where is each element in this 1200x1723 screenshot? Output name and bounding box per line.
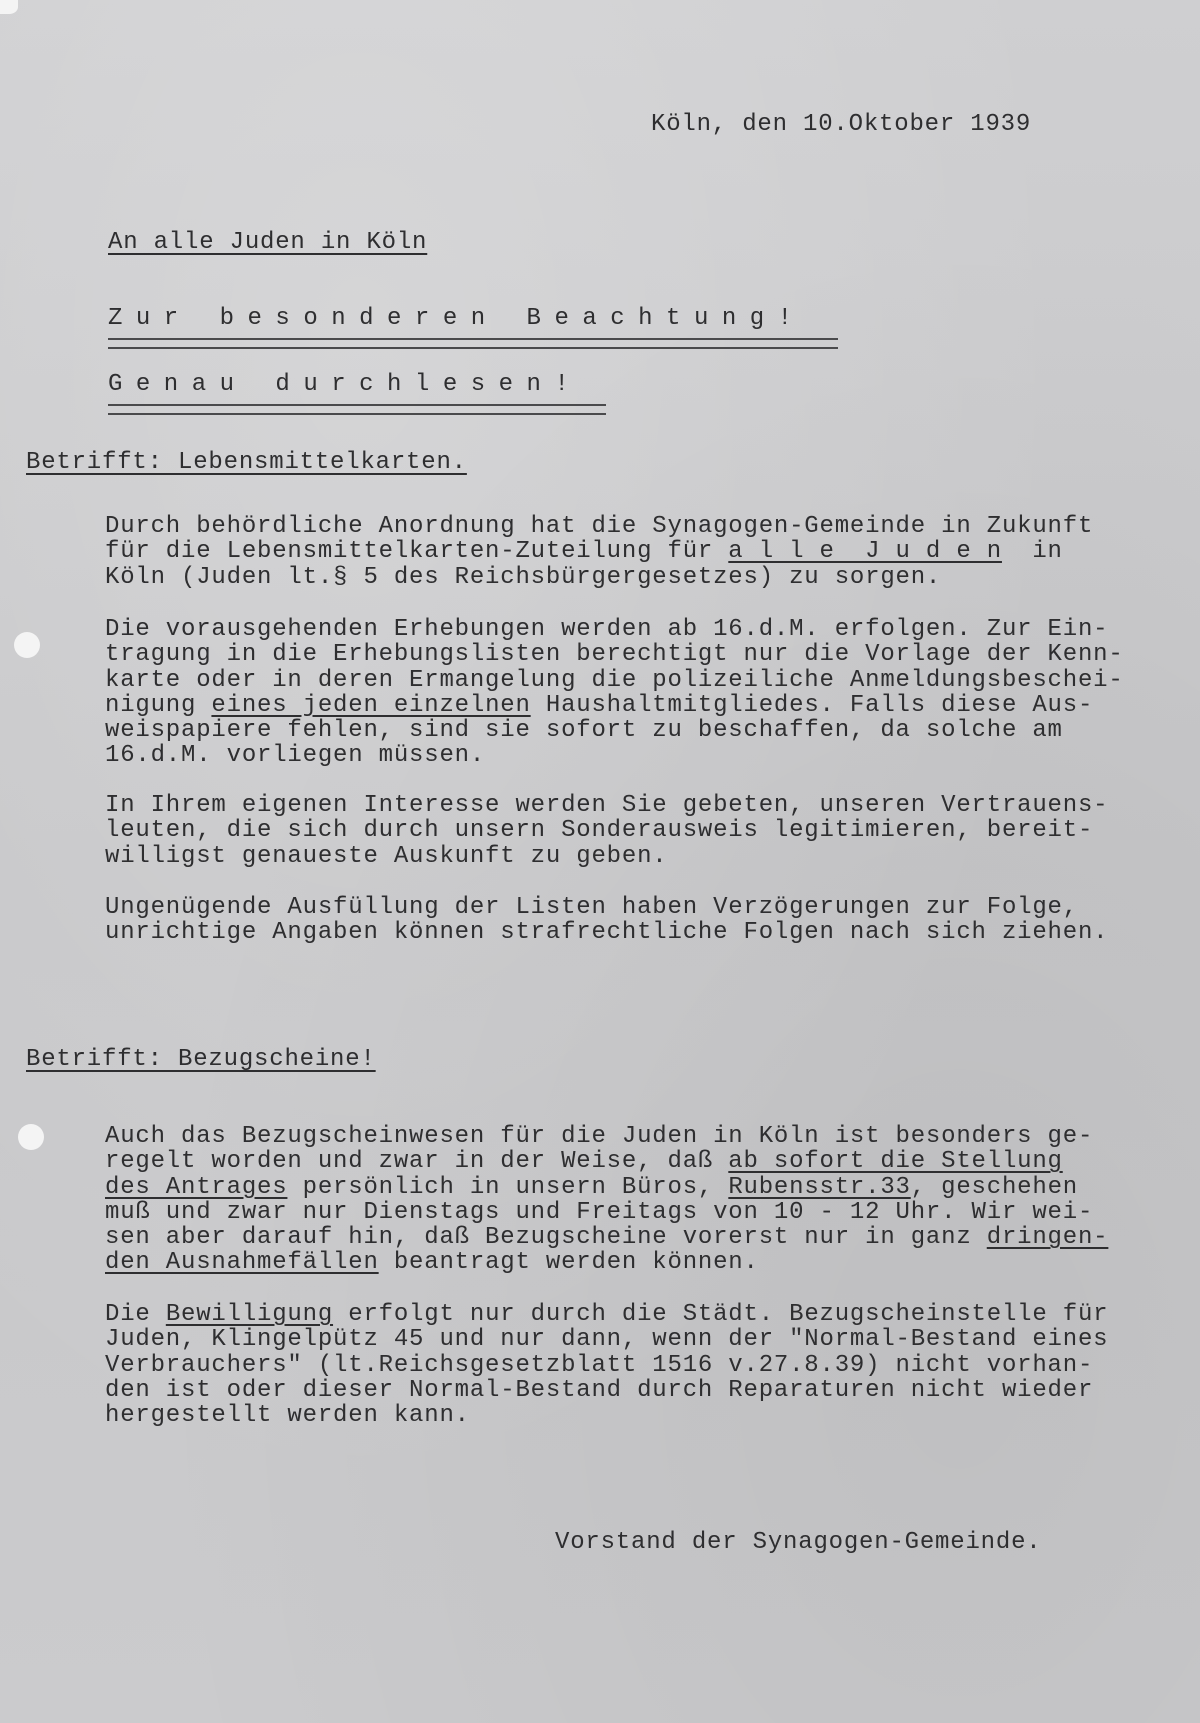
- text-line: den Ausnahmefällen beantragt werden können.: [105, 1249, 759, 1277]
- text-line: sen aber darauf hin, daß Bezugscheine vorerst nur in ganz dringen-: [105, 1224, 1109, 1252]
- text-line: Auch das Bezugscheinwesen für die Juden in Köln ist besonders ge-: [105, 1123, 1094, 1150]
- heading-special-attention: Zur besonderen Beachtung!: [108, 305, 806, 332]
- punch-hole-upper: [14, 632, 40, 658]
- punch-hole-corner: [0, 0, 18, 14]
- underlined-word: Bewilligung: [165, 1301, 334, 1328]
- signature-line: Vorstand der Synagogen-Gemeinde.: [555, 1529, 1042, 1556]
- double-underline-heading-2: [108, 404, 606, 415]
- text-line: Ungenügende Ausfüllung der Listen haben Verzögerungen zur Folge,: [105, 894, 1078, 921]
- underlined-phrase: ab sofort die Stellung: [728, 1148, 1063, 1176]
- text-line: karte oder in deren Ermangelung die polizeiliche Anmeldungsbeschei-: [105, 666, 1124, 694]
- text-line: Verbrauchers" (lt.Reichsgesetzblatt 1516 v.27.8.39) nicht vorhan-: [105, 1351, 1094, 1379]
- text-line: hergestellt werden kann.: [105, 1402, 470, 1430]
- paragraph-approval: [105, 1302, 1135, 1428]
- heading-read-carefully: Genau durchlesen!: [108, 371, 583, 398]
- text-line: des Antrages persönlich in unsern Büros, Rubensstr.33, geschehen: [105, 1173, 1078, 1201]
- paragraph-consequences: [105, 895, 1135, 946]
- underlined-phrase: a l l e J u d e n: [728, 538, 1002, 566]
- underlined-phrase: des Antrages: [105, 1173, 288, 1201]
- text-line: regelt worden und zwar in der Weise, daß ab sofort die Stellung: [105, 1148, 1063, 1176]
- text-line: Die vorausgehenden Erhebungen werden ab 16.d.M. erfolgen. Zur Ein-: [105, 616, 1109, 643]
- date-line: Köln, den 10.Oktober 1939: [651, 111, 1032, 138]
- text-line: Durch behördliche Anordnung hat die Synagogen-Gemeinde in Zukunft: [105, 513, 1094, 540]
- addressee-line: An alle Juden in Köln: [108, 229, 428, 256]
- text-line: unrichtige Angaben können strafrechtliche Folgen nach sich ziehen.: [105, 919, 1109, 947]
- text-line: Juden, Klingelpütz 45 und nur dann, wenn der "Normal-Bestand eines: [105, 1326, 1109, 1354]
- subject-purchase-permits: Betrifft: Bezugscheine!: [26, 1046, 376, 1073]
- underlined-phrase: den Ausnahmefällen: [105, 1249, 379, 1277]
- paragraph-permit-procedure: [105, 1124, 1135, 1276]
- text-line: nigung eines jeden einzelnen Haushaltmitgliedes. Falls diese Aus-: [105, 691, 1094, 719]
- text-line: weispapiere fehlen, sind sie sofort zu beschaffen, da solche am: [105, 717, 1063, 745]
- text-line: Die Bewilligung erfolgt nur durch die Städt. Bezugscheinstelle für: [105, 1301, 1109, 1328]
- underlined-phrase: eines jeden einzelnen: [211, 691, 531, 719]
- underlined-address: Rubensstr.33: [728, 1173, 911, 1201]
- punch-hole-lower: [18, 1124, 44, 1150]
- paragraph-trusted-persons: [105, 793, 1135, 869]
- paragraph-ration-responsibility: [105, 514, 1135, 590]
- text-line: Köln (Juden lt.§ 5 des Reichsbürgergesetzes) zu sorgen.: [105, 563, 942, 591]
- text-line: In Ihrem eigenen Interesse werden Sie gebeten, unseren Vertrauens-: [105, 792, 1109, 819]
- text-line: willigst genaueste Auskunft zu geben.: [105, 842, 668, 870]
- text-line: den ist oder dieser Normal-Bestand durch Reparaturen nicht wieder: [105, 1376, 1094, 1404]
- text-line: muß und zwar nur Dienstags und Freitags von 10 - 12 Uhr. Wir wei-: [105, 1198, 1094, 1226]
- subject-food-ration-cards: Betrifft: Lebensmittelkarten.: [26, 449, 467, 476]
- text-line: tragung in die Erhebungslisten berechtigt nur die Vorlage der Kenn-: [105, 641, 1124, 669]
- text-line: für die Lebensmittelkarten-Zuteilung für a l l e J u d e n in: [105, 538, 1063, 566]
- underlined-phrase: dringen-: [986, 1224, 1109, 1252]
- text-line: 16.d.M. vorliegen müssen.: [105, 742, 486, 770]
- paragraph-surveys: [105, 617, 1135, 769]
- text-line: leuten, die sich durch unsern Sonderausweis legitimieren, bereit-: [105, 817, 1094, 845]
- double-underline-heading-1: [108, 338, 838, 349]
